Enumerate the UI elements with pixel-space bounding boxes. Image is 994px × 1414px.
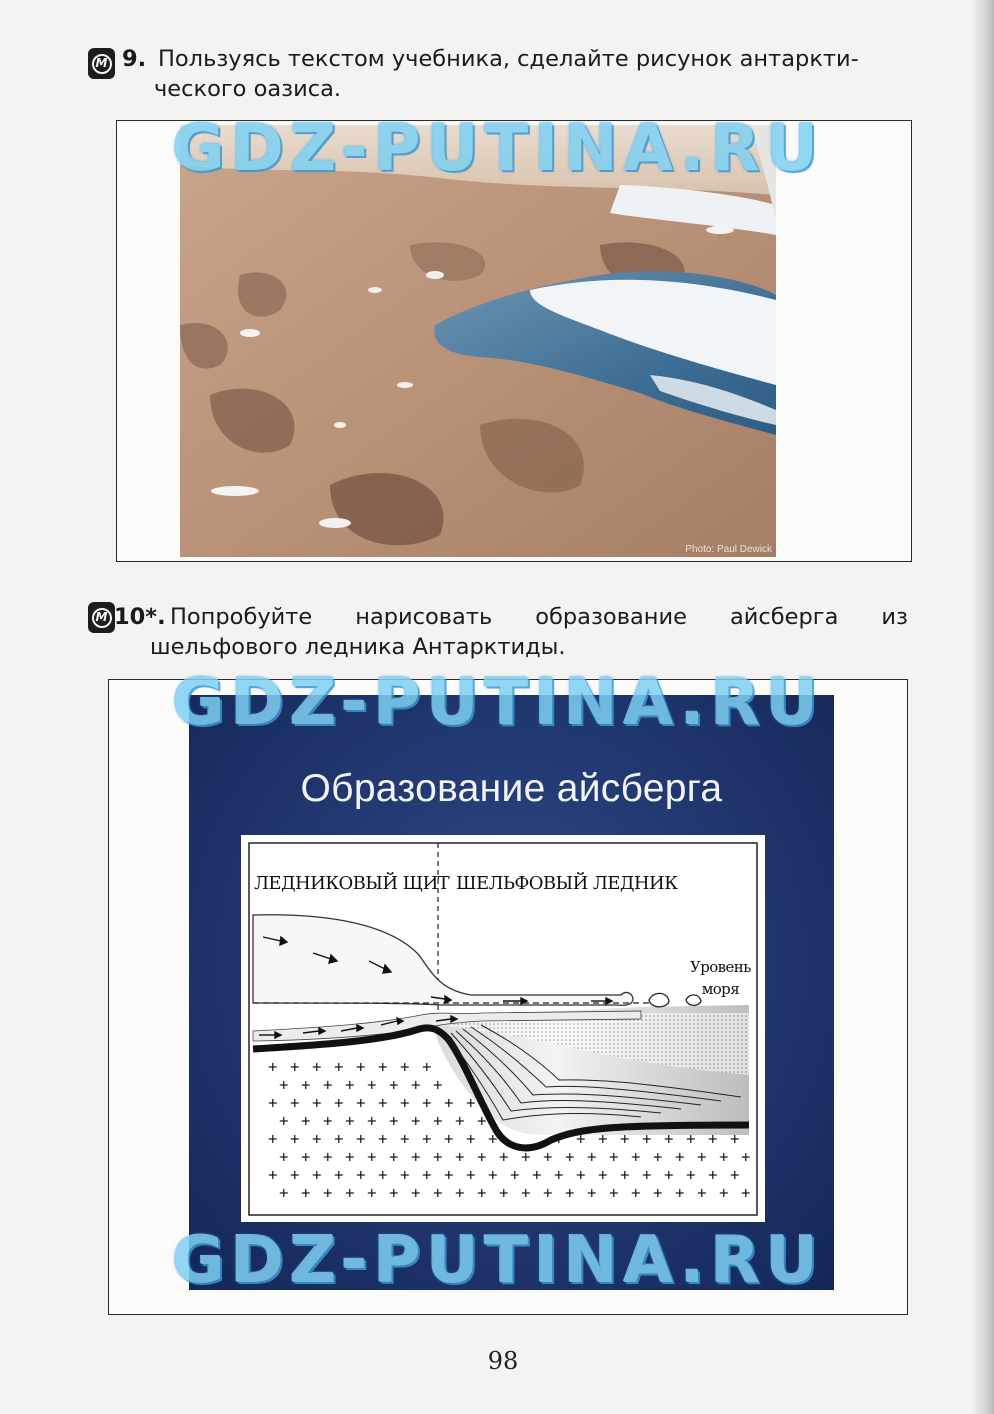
m-badge-icon: М [88, 48, 115, 79]
watermark-middle: GDZ-PUTINA.RU [172, 666, 824, 740]
iceberg-diagram [241, 835, 765, 1222]
label-shelf-glacier: ШЕЛЬФОВЫЙ ЛЕДНИК [456, 873, 678, 894]
antarctic-oasis-photo [180, 125, 776, 557]
label-sea-level-line-1: Уровень [690, 958, 751, 976]
label-ice-sheet: ЛЕДНИКОВЫЙ ЩИТ [254, 873, 450, 894]
task-number: 9. [122, 46, 147, 72]
page-number: 98 [487, 1347, 519, 1375]
task-text-line-1: Попробуйте нарисовать образование айсберга из [170, 604, 908, 630]
slide-title: Образование айсберга [300, 767, 723, 810]
iceberg-formation-slide [189, 695, 834, 1290]
watermark-top: GDZ-PUTINA.RU [172, 112, 824, 186]
task-number: 10*. [114, 604, 166, 630]
label-sea-level-line-2: моря [701, 980, 740, 998]
task-text-line-2: ческого оазиса. [154, 76, 342, 102]
photo-credit: Photo: Paul Dewick [685, 544, 772, 555]
label-sea-level [690, 956, 751, 1000]
page-edge-shadow [972, 0, 994, 1414]
task-text-line-2: шельфового ледника Антарктиды. [150, 634, 566, 660]
m-badge-icon: М [88, 602, 115, 633]
watermark-bottom: GDZ-PUTINA.RU [172, 1224, 824, 1298]
task-text-line-1: Пользуясь текстом учебника, сделайте рисунок антаркти- [158, 46, 859, 72]
